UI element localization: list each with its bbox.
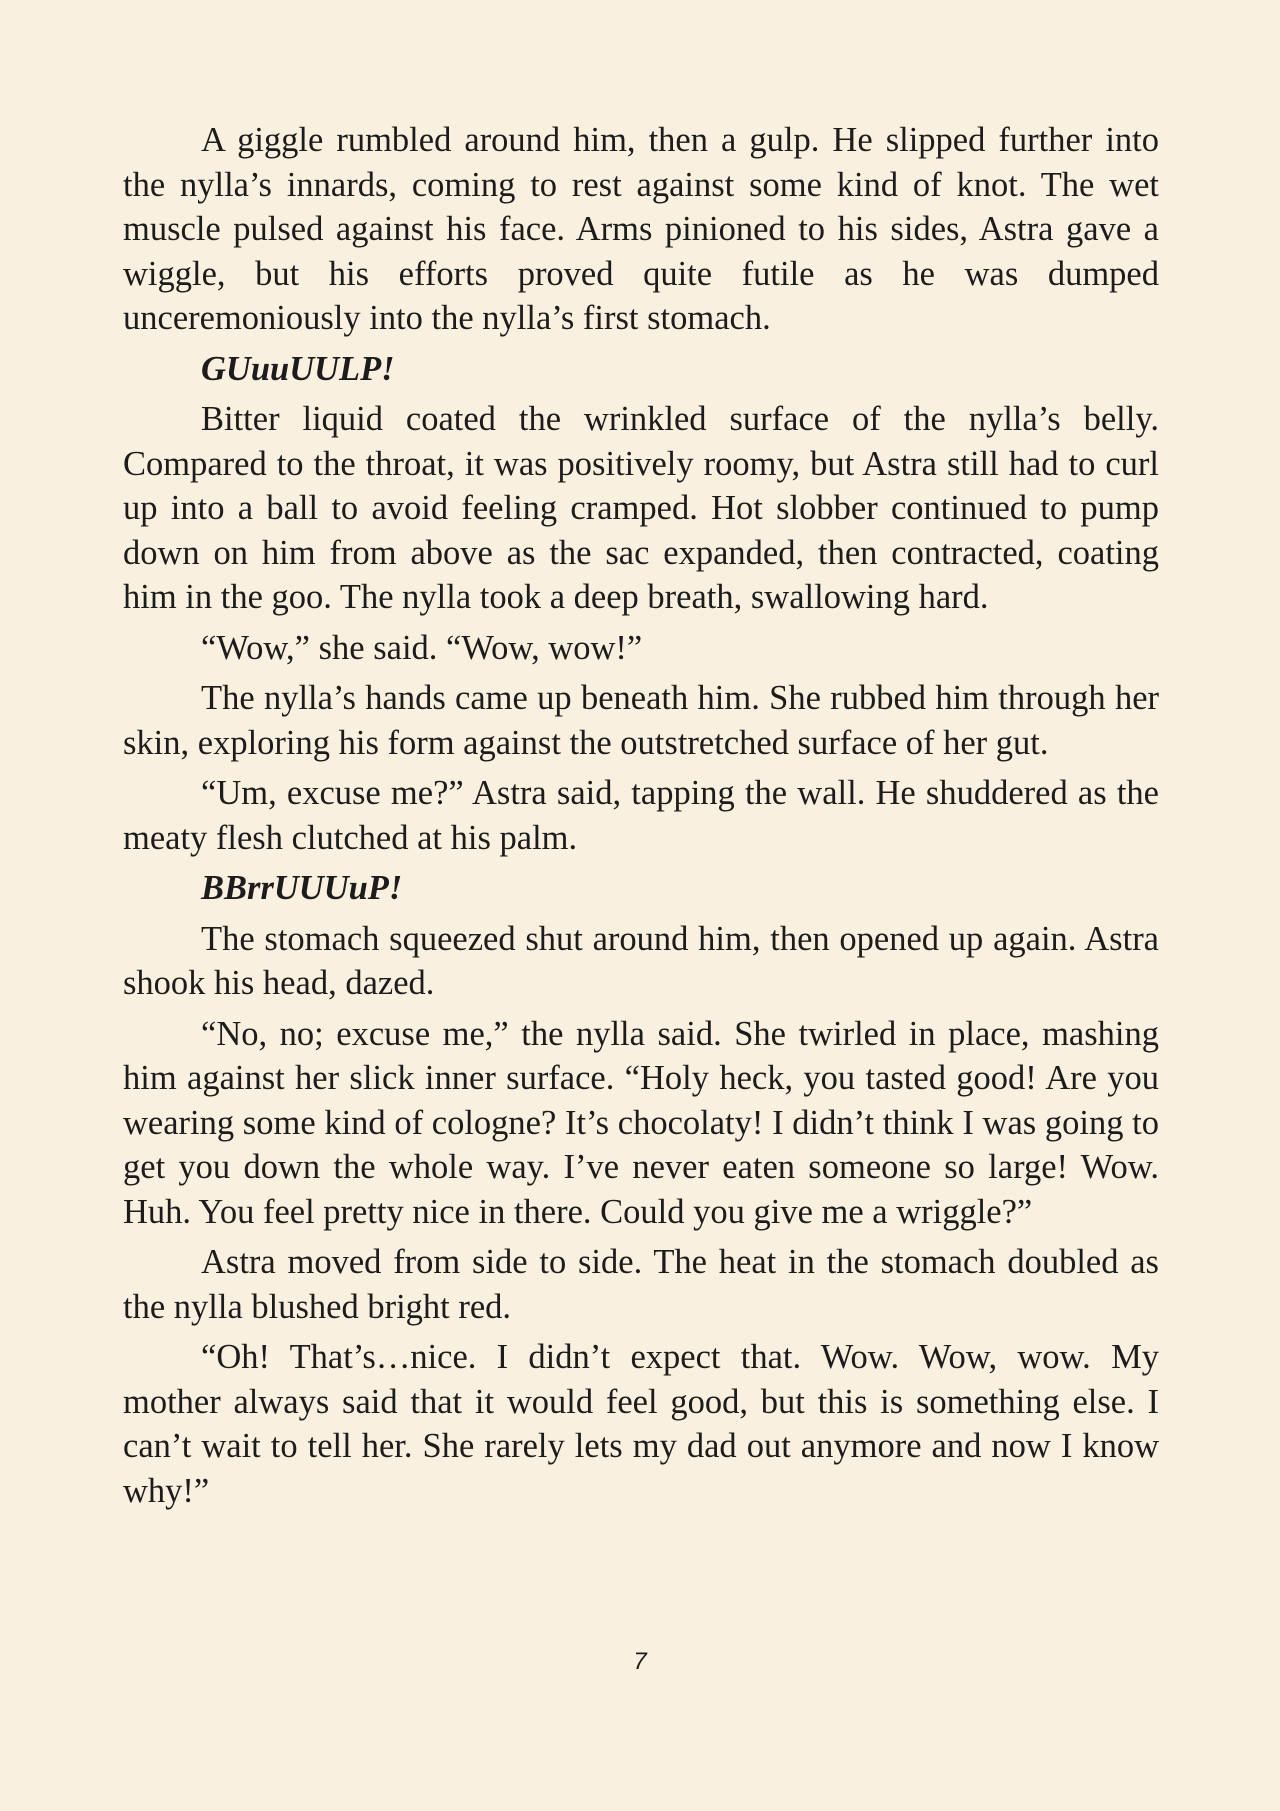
paragraph: A giggle rumbled around him, then a gulp. He slipped further into the nylla’s innards, coming to rest against some kind of knot. The wet muscle pulsed against his face. Arms pinioned to his sides, Astra gave a wiggle, but his efforts proved quite futile as he was dumped unceremoniously into the nylla’s first stomach.: [123, 121, 1159, 337]
paragraph: “Oh! That’s…nice. I didn’t expect that. Wow. Wow, wow. My mother always said that it would feel good, but this is something else. I can’t wait to tell her. She rarely lets my dad out anymore and now I know why!”: [123, 1338, 1159, 1510]
paragraph: “Um, excuse me?” Astra said, tapping the wall. He shuddered as the meaty flesh clutched at his palm.: [123, 774, 1159, 857]
sound-effect: GUuuUULP!: [201, 349, 395, 388]
paragraph: “No, no; excuse me,” the nylla said. She twirled in place, mashing him against her slick inner surface. “Holy heck, you tasted good! Are you wearing some kind of cologne? It’s chocolaty! I didn’t think I was going to get you down the whole way. I’ve never eaten someone so large! Wow. Huh. You feel pretty nice in there. Could you give me a wriggle?”: [123, 1014, 1159, 1231]
page-body: [123, 118, 1159, 1519]
paragraph: Astra moved from side to side. The heat in the stomach doubled as the nylla blushed bright red.: [123, 1243, 1159, 1326]
sound-effect: BBrrUUUuP!: [201, 869, 403, 907]
paragraph: Bitter liquid coated the wrinkled surface of the nylla’s belly. Compared to the throat, it was positively roomy, but Astra still had to curl up into a ball to avoid feeling cramped. Hot slobber continued to pump down on him from above as the sac expanded, then contracted, coating him in the goo. The nylla took a deep breath, swallowing hard.: [123, 400, 1159, 616]
paragraph: The nylla’s hands came up beneath him. She rubbed him through her skin, exploring his form against the outstretched surface of her gut.: [123, 679, 1159, 762]
paragraph: The stomach squeezed shut around him, then opened up again. Astra shook his head, dazed.: [123, 919, 1159, 1002]
page-number: 7: [633, 1648, 647, 1675]
paragraph: “Wow,” she said. “Wow, wow!”: [201, 628, 643, 667]
